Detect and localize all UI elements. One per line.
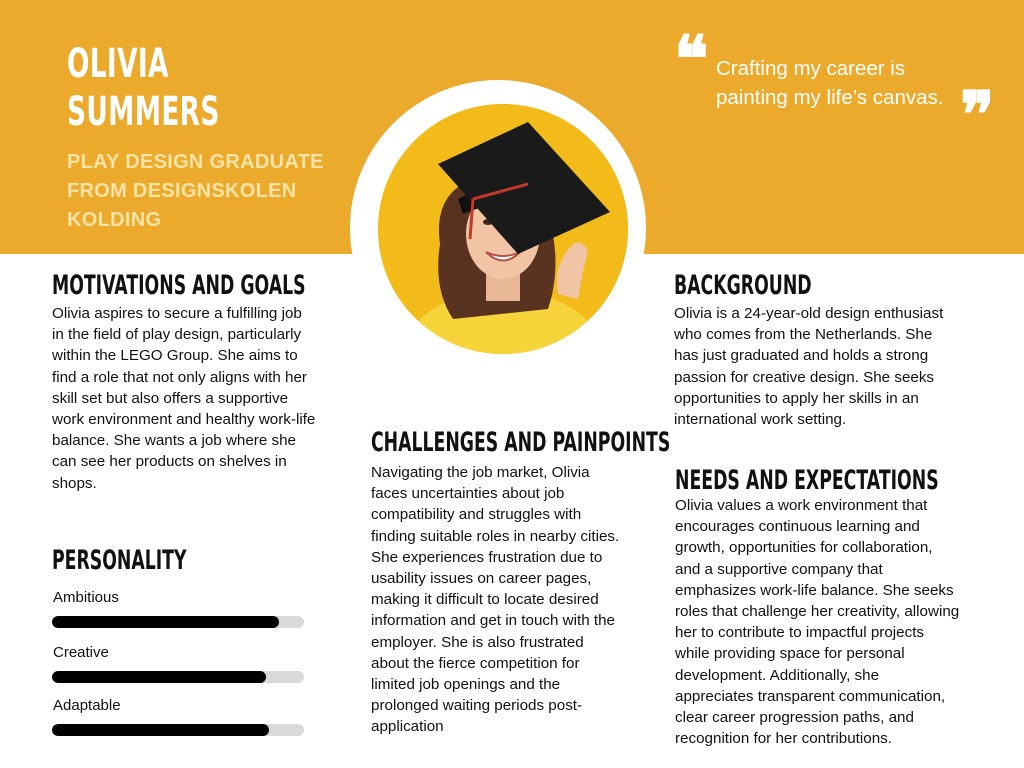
body-line: information and get in touch with the (371, 612, 615, 630)
body-line: can see her products on shelves in (52, 453, 287, 471)
body-line: application (371, 718, 444, 736)
name-line-last: SUMMERS (67, 89, 220, 135)
trait-bar-creative (52, 671, 304, 683)
quote-close-icon: ❞ (960, 78, 995, 153)
graduate-portrait-illustration (378, 104, 628, 354)
body-line: passion for creative design. She seeks (674, 368, 935, 386)
body-line: international work setting. (674, 411, 847, 429)
body-line: Navigating the job market, Olivia (371, 464, 590, 481)
body-line: usability issues on career pages, (371, 570, 592, 588)
body-line: Olivia aspires to secure a fulfilling job (52, 305, 302, 322)
trait-bar-fill (52, 671, 266, 683)
body-line: faces uncertainties about job (371, 485, 565, 503)
body-line: balance. She wants a job where she (52, 432, 297, 450)
body-line: in the field of play design, particularly (52, 326, 302, 344)
trait-label-ambitious: Ambitious (53, 589, 119, 606)
body-line: while providing space for personal (675, 645, 905, 663)
body-line: Olivia values a work environment that (675, 497, 928, 514)
persona-photo (378, 104, 628, 354)
body-line: her to contribute to impactful projects (675, 624, 925, 642)
quote-line: Crafting my career is (716, 57, 906, 80)
body-line: within the LEGO Group. She aims to (52, 347, 298, 365)
body-line: skill set but also offers a supportive (52, 389, 289, 407)
body-line: development. Additionally, she (675, 666, 880, 684)
persona-subtitle (67, 148, 357, 235)
body-line: who comes from the Netherlands. She (674, 326, 933, 344)
personality-heading: PERSONALITY (52, 545, 187, 576)
body-line: recognition for her contributions. (675, 730, 892, 748)
motivations-heading: MOTIVATIONS AND GOALS (52, 270, 306, 301)
background-heading: BACKGROUND (674, 270, 812, 301)
trait-bar-fill (52, 724, 269, 736)
body-line: has just graduated and holds a strong (674, 347, 929, 365)
body-line: about the fierce competition for (371, 654, 580, 672)
subtitle-line: KOLDING (67, 209, 162, 231)
quote-open-icon: ❝ (674, 22, 709, 97)
trait-bar-adaptable (52, 724, 304, 736)
trait-label-creative: Creative (53, 644, 109, 661)
body-line: roles that challenge her creativity, allowing (675, 603, 960, 621)
body-line: shops. (52, 474, 97, 492)
motivations-body (52, 303, 315, 494)
challenges-heading: CHALLENGES AND PAINPOINTS (371, 427, 671, 458)
body-line: prolonged waiting periods post- (371, 697, 583, 715)
body-line: Olivia is a 24-year-old design enthusiast (674, 305, 944, 322)
trait-bar-fill (52, 616, 279, 628)
body-line: and a supportive company that (675, 560, 883, 578)
persona-quote (716, 54, 986, 112)
body-line: finding suitable roles in nearby cities. (371, 527, 620, 545)
body-line: appreciates transparent communication, (675, 687, 946, 705)
quote-line: painting my life’s canvas. (716, 86, 944, 109)
body-line: growth, opportunities for collaboration, (675, 539, 933, 557)
body-line: encourages continuous learning and (675, 518, 920, 536)
body-line: find a role that not only aligns with her (52, 368, 307, 386)
body-line: She experiences frustration due to (371, 548, 603, 566)
body-line: opportunities to apply her skills in an (674, 389, 919, 407)
challenges-body (371, 462, 619, 738)
trait-bar-ambitious (52, 616, 304, 628)
body-line: compatibility and struggles with (371, 506, 582, 524)
body-line: clear career progression paths, and (675, 709, 914, 727)
body-line: limited job openings and the (371, 676, 561, 694)
body-line: work environment and healthy work-life (52, 411, 316, 429)
subtitle-line: FROM DESIGNSKOLEN (67, 180, 297, 202)
name-line-first: OLIVIA (67, 41, 169, 87)
needs-heading: NEEDS AND EXPECTATIONS (675, 465, 939, 496)
background-body (674, 303, 943, 430)
subtitle-line: PLAY DESIGN GRADUATE (67, 151, 324, 173)
needs-body (675, 495, 959, 749)
body-line: employer. She is also frustrated (371, 633, 584, 651)
body-line: making it difficult to locate desired (371, 591, 599, 609)
trait-label-adaptable: Adaptable (53, 697, 121, 714)
persona-name (67, 40, 220, 136)
body-line: emphasizes work-life balance. She seeks (675, 581, 954, 599)
